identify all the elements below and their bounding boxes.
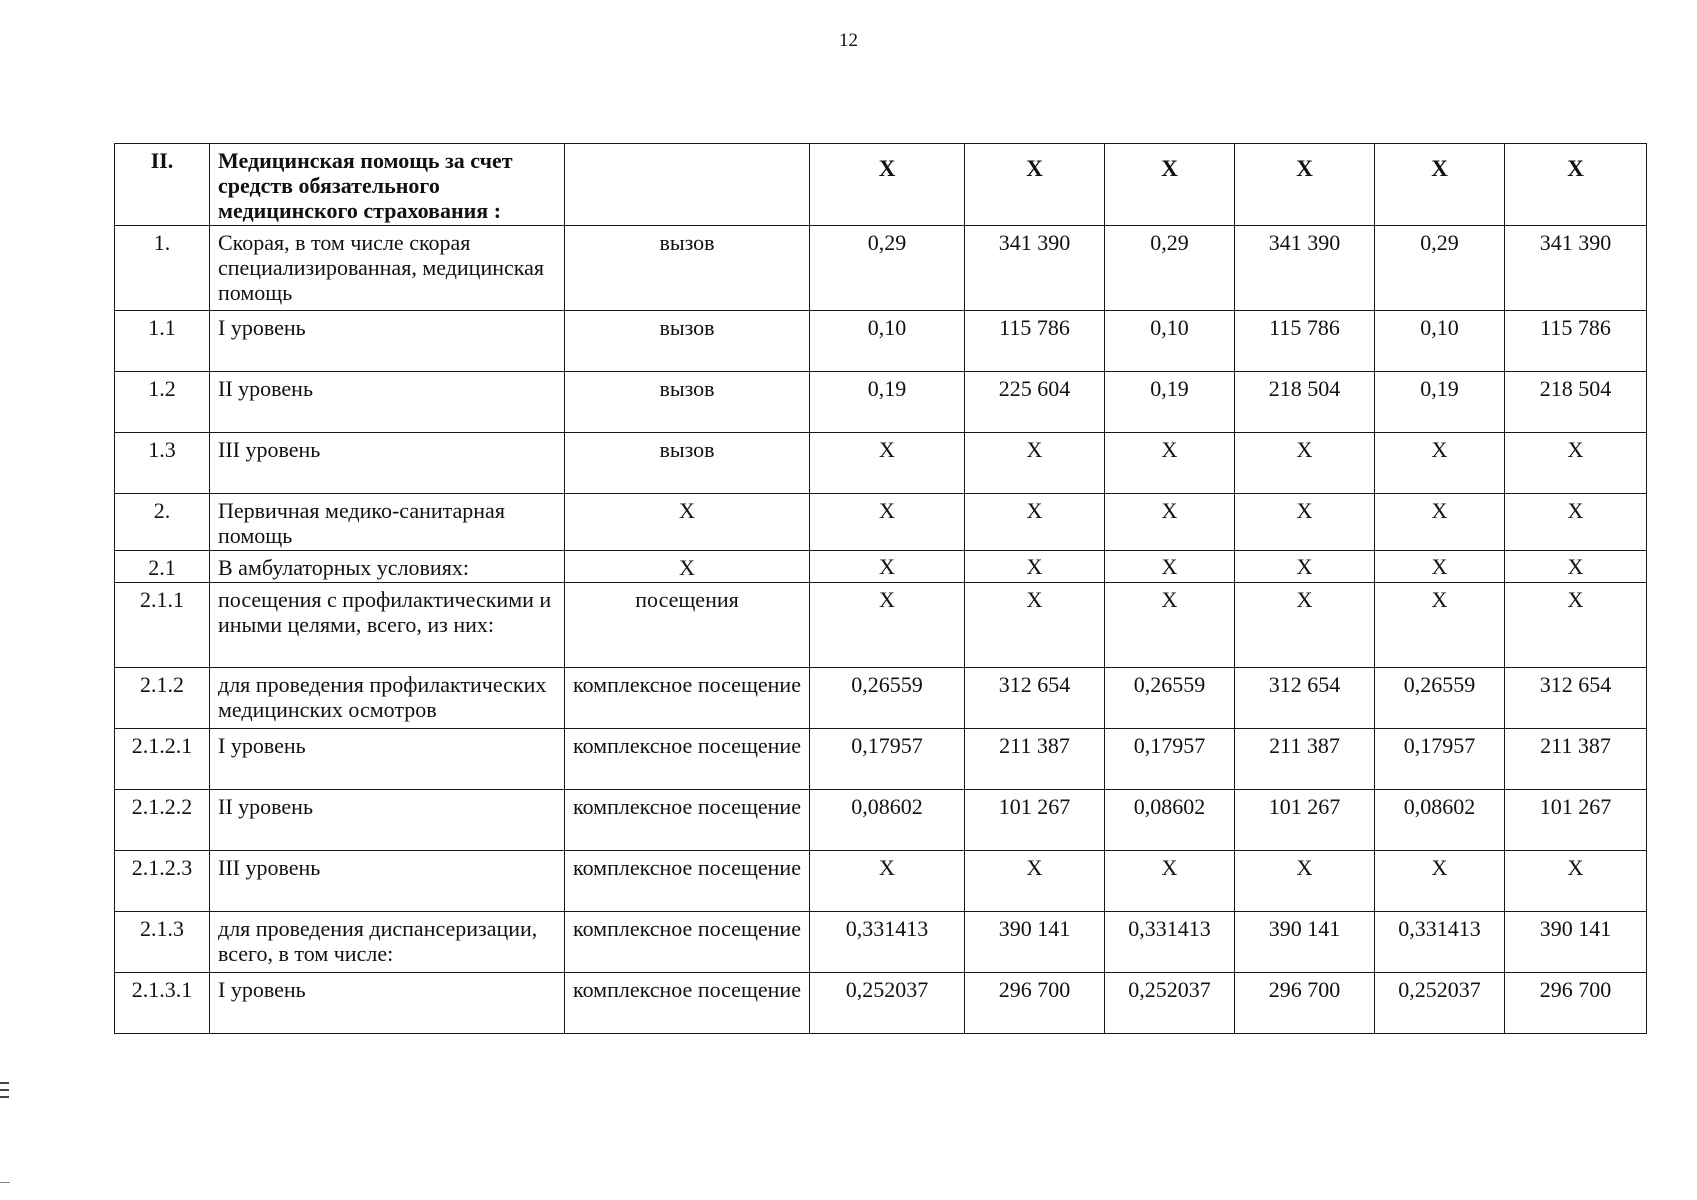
- value-cell: 0,17957: [810, 729, 965, 790]
- value-cell: Х: [1375, 551, 1505, 583]
- row-name: II уровень: [210, 372, 565, 433]
- value-cell: 115 786: [1505, 311, 1647, 372]
- value-cell: 218 504: [1505, 372, 1647, 433]
- row-unit: вызов: [565, 311, 810, 372]
- row-name: Первичная медико-санитарная помощь: [210, 494, 565, 551]
- scan-edge-marks: [0, 1082, 9, 1103]
- value-cell: 0,10: [1105, 311, 1235, 372]
- row-number: 2.1.2.3: [115, 851, 210, 912]
- table-row: [115, 226, 1647, 311]
- value-cell: Х: [1375, 583, 1505, 668]
- row-name: I уровень: [210, 973, 565, 1034]
- value-cell: Х: [1235, 851, 1375, 912]
- value-cell: Х: [1375, 851, 1505, 912]
- value-cell: 312 654: [1505, 668, 1647, 729]
- value-cell: 0,08602: [1105, 790, 1235, 851]
- value-cell: Х: [1105, 144, 1235, 226]
- value-cell: Х: [1505, 433, 1647, 494]
- value-cell: 296 700: [1235, 973, 1375, 1034]
- table-row: [115, 311, 1647, 372]
- value-cell: 0,26559: [810, 668, 965, 729]
- table-row: [115, 551, 1647, 583]
- value-cell: 0,17957: [1375, 729, 1505, 790]
- value-cell: Х: [1505, 583, 1647, 668]
- row-number: 2.1.3.1: [115, 973, 210, 1034]
- value-cell: Х: [810, 144, 965, 226]
- value-cell: 101 267: [965, 790, 1105, 851]
- value-cell: 101 267: [1235, 790, 1375, 851]
- value-cell: Х: [1105, 433, 1235, 494]
- scan-edge-dash: [0, 1182, 10, 1183]
- value-cell: Х: [810, 494, 965, 551]
- row-name: III уровень: [210, 433, 565, 494]
- value-cell: Х: [965, 551, 1105, 583]
- value-cell: 218 504: [1235, 372, 1375, 433]
- row-number: 1.2: [115, 372, 210, 433]
- value-cell: 0,19: [1105, 372, 1235, 433]
- row-name: В амбулаторных условиях:: [210, 551, 565, 583]
- row-name: I уровень: [210, 311, 565, 372]
- row-unit: [565, 144, 810, 226]
- value-cell: 0,252037: [1375, 973, 1505, 1034]
- value-cell: Х: [810, 851, 965, 912]
- table-row: [115, 729, 1647, 790]
- value-cell: Х: [1105, 583, 1235, 668]
- value-cell: Х: [1105, 851, 1235, 912]
- value-cell: 101 267: [1505, 790, 1647, 851]
- value-cell: 0,26559: [1105, 668, 1235, 729]
- row-number: 2.1.1: [115, 583, 210, 668]
- value-cell: 0,08602: [810, 790, 965, 851]
- row-name: II уровень: [210, 790, 565, 851]
- value-cell: 0,17957: [1105, 729, 1235, 790]
- value-cell: Х: [1235, 583, 1375, 668]
- row-unit: вызов: [565, 372, 810, 433]
- value-cell: 390 141: [1505, 912, 1647, 973]
- value-cell: 0,331413: [1105, 912, 1235, 973]
- row-number: 1.: [115, 226, 210, 311]
- value-cell: Х: [1105, 551, 1235, 583]
- value-cell: Х: [810, 433, 965, 494]
- table-wrapper: [114, 143, 1646, 1034]
- medical-care-volume-table: [114, 143, 1647, 1034]
- value-cell: 341 390: [965, 226, 1105, 311]
- table-row: [115, 494, 1647, 551]
- value-cell: Х: [1375, 144, 1505, 226]
- value-cell: 115 786: [1235, 311, 1375, 372]
- row-number: 2.1.2.2: [115, 790, 210, 851]
- value-cell: Х: [1505, 551, 1647, 583]
- value-cell: 312 654: [1235, 668, 1375, 729]
- value-cell: 0,26559: [1375, 668, 1505, 729]
- row-number: 2.: [115, 494, 210, 551]
- value-cell: 0,10: [1375, 311, 1505, 372]
- value-cell: 0,29: [1105, 226, 1235, 311]
- value-cell: 225 604: [965, 372, 1105, 433]
- value-cell: 312 654: [965, 668, 1105, 729]
- row-number: 2.1.3: [115, 912, 210, 973]
- row-number: 2.1.2.1: [115, 729, 210, 790]
- row-name: Скорая, в том числе скорая специализированная, медицинская помощь: [210, 226, 565, 311]
- row-name: III уровень: [210, 851, 565, 912]
- row-number: 2.1: [115, 551, 210, 583]
- value-cell: Х: [1505, 144, 1647, 226]
- value-cell: 0,08602: [1375, 790, 1505, 851]
- value-cell: 0,252037: [1105, 973, 1235, 1034]
- value-cell: Х: [965, 144, 1105, 226]
- row-unit: комплексное посещение: [565, 668, 810, 729]
- row-unit: комплексное посещение: [565, 912, 810, 973]
- value-cell: 0,331413: [810, 912, 965, 973]
- value-cell: 0,10: [810, 311, 965, 372]
- table-body: [115, 144, 1647, 1034]
- value-cell: 115 786: [965, 311, 1105, 372]
- value-cell: 390 141: [1235, 912, 1375, 973]
- row-unit: комплексное посещение: [565, 973, 810, 1034]
- row-name: Медицинская помощь за счет средств обязательного медицинского страхования :: [210, 144, 565, 226]
- row-unit: вызов: [565, 433, 810, 494]
- value-cell: Х: [965, 494, 1105, 551]
- value-cell: 390 141: [965, 912, 1105, 973]
- row-name: посещения с профилактическими и иными целями, всего, из них:: [210, 583, 565, 668]
- value-cell: Х: [1235, 551, 1375, 583]
- value-cell: 296 700: [965, 973, 1105, 1034]
- row-unit: посещения: [565, 583, 810, 668]
- table-row: [115, 973, 1647, 1034]
- value-cell: 211 387: [1505, 729, 1647, 790]
- value-cell: Х: [1235, 433, 1375, 494]
- table-row: [115, 433, 1647, 494]
- value-cell: Х: [1375, 494, 1505, 551]
- value-cell: Х: [1505, 851, 1647, 912]
- row-number: 1.1: [115, 311, 210, 372]
- table-row: [115, 583, 1647, 668]
- row-unit: Х: [565, 551, 810, 583]
- row-unit: Х: [565, 494, 810, 551]
- value-cell: 341 390: [1505, 226, 1647, 311]
- value-cell: Х: [965, 433, 1105, 494]
- value-cell: 0,19: [1375, 372, 1505, 433]
- value-cell: 0,29: [1375, 226, 1505, 311]
- value-cell: Х: [1375, 433, 1505, 494]
- table-row: [115, 851, 1647, 912]
- value-cell: Х: [965, 583, 1105, 668]
- value-cell: 0,19: [810, 372, 965, 433]
- row-number: 2.1.2: [115, 668, 210, 729]
- value-cell: Х: [1505, 494, 1647, 551]
- row-unit: вызов: [565, 226, 810, 311]
- value-cell: 296 700: [1505, 973, 1647, 1034]
- table-row: [115, 372, 1647, 433]
- value-cell: 0,252037: [810, 973, 965, 1034]
- value-cell: 0,29: [810, 226, 965, 311]
- table-row: [115, 668, 1647, 729]
- value-cell: 211 387: [965, 729, 1105, 790]
- table-row: [115, 144, 1647, 226]
- page-number: 12: [839, 30, 858, 51]
- value-cell: Х: [1235, 144, 1375, 226]
- row-number: 1.3: [115, 433, 210, 494]
- table-row: [115, 790, 1647, 851]
- row-unit: комплексное посещение: [565, 729, 810, 790]
- value-cell: Х: [1105, 494, 1235, 551]
- value-cell: Х: [965, 851, 1105, 912]
- table-row: [115, 912, 1647, 973]
- value-cell: 0,331413: [1375, 912, 1505, 973]
- row-name: I уровень: [210, 729, 565, 790]
- value-cell: Х: [1235, 494, 1375, 551]
- value-cell: 341 390: [1235, 226, 1375, 311]
- row-unit: комплексное посещение: [565, 790, 810, 851]
- row-number: II.: [115, 144, 210, 226]
- row-unit: комплексное посещение: [565, 851, 810, 912]
- value-cell: Х: [810, 551, 965, 583]
- value-cell: 211 387: [1235, 729, 1375, 790]
- value-cell: Х: [810, 583, 965, 668]
- row-name: для проведения профилактических медицинских осмотров: [210, 668, 565, 729]
- row-name: для проведения диспансеризации, всего, в том числе:: [210, 912, 565, 973]
